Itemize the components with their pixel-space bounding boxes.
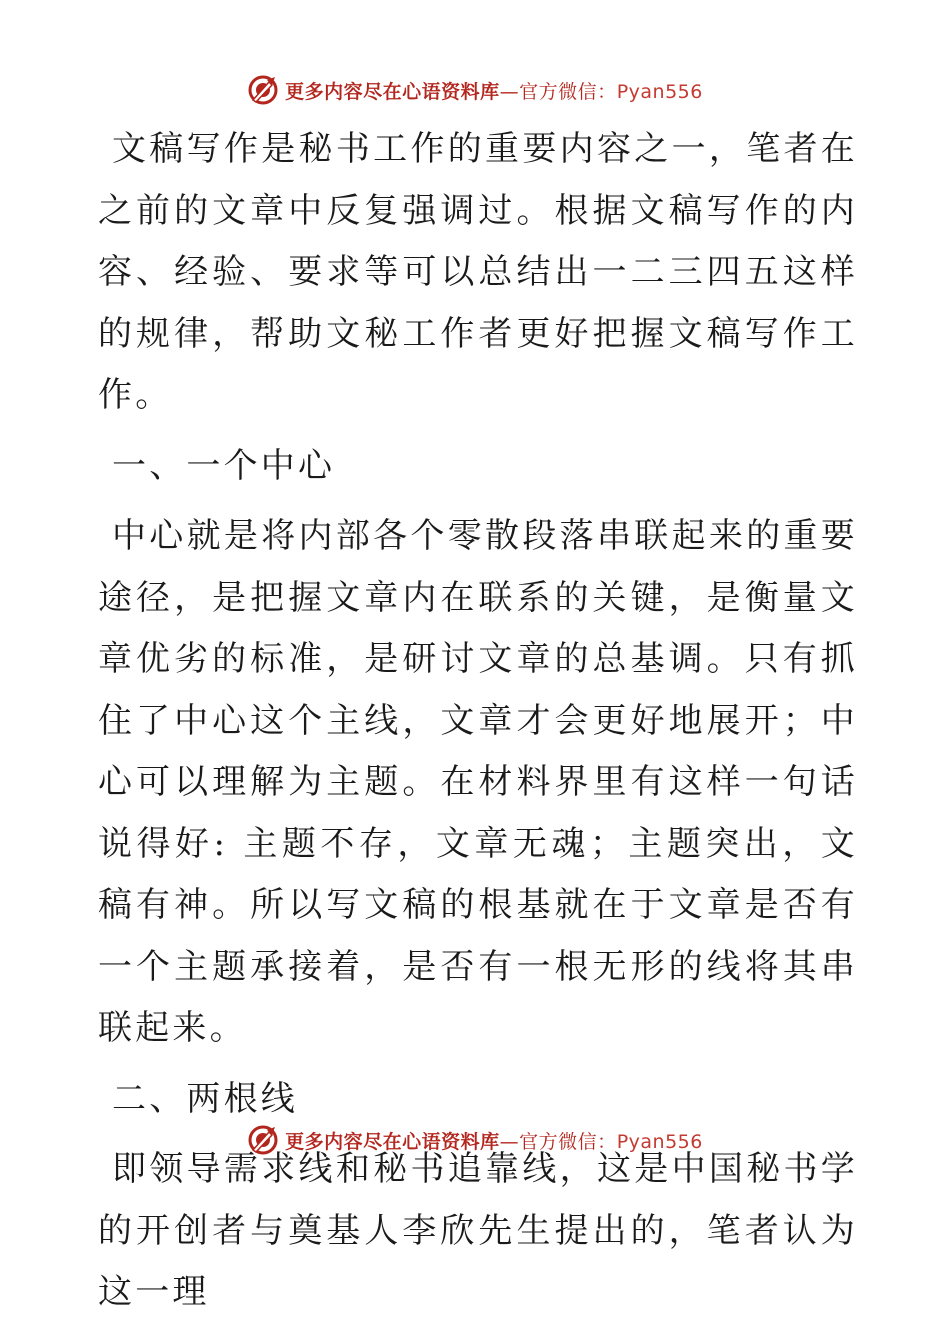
watermark-text xyxy=(285,1127,703,1154)
footer-watermark-banner xyxy=(0,1120,950,1160)
section-1-heading: 一、一个中心 xyxy=(112,445,336,486)
watermark-wechat-handle: Pyan556 xyxy=(616,1130,703,1153)
watermark-wechat-handle: Pyan556 xyxy=(616,80,703,103)
intro-paragraph: 文稿写作是秘书工作的重要内容之一，笔者在之前的文章中反复强调过。根据文稿写作的内容、经验、要求等可以总结出一二三四五这样的规律，帮助文秘工作者更好把握文稿写作工作。 xyxy=(98,129,858,415)
watermark-official-label: 官方微信： xyxy=(519,1130,617,1153)
section-1-paragraph: 中心就是将内部各个零散段落串联起来的重要途径，是把握文章内在联系的关键，是衡量文章优劣的标准，是研讨文章的总基调。只有抓住了中心这个主线，文章才会更好地展开；中心可以理解为主题。在材料界里有这样一句话说得好: 主题不存，文章无魂；主题突出，文稿有神。所以写文稿的根基就在于文章是否有一个主题承接着，是否有一根无形的线将其串联起来。 xyxy=(98,516,858,1048)
section-2-heading: 二、两根线 xyxy=(112,1078,298,1119)
watermark-dash: — xyxy=(499,80,520,103)
watermark-brand: 更多内容尽在心语资料库 xyxy=(285,1130,500,1153)
header-watermark-banner xyxy=(0,70,950,110)
watermark-brand: 更多内容尽在心语资料库 xyxy=(285,80,500,103)
watermark-dash: — xyxy=(499,1130,520,1153)
watermark-text xyxy=(285,77,703,104)
section-2-paragraph: 即领导需求线和秘书追靠线，这是中国秘书学的开创者与奠基人李欣先生提出的，笔者认为这一理 xyxy=(98,1149,858,1312)
quill-circle-logo-icon xyxy=(247,1124,279,1156)
quill-circle-logo-icon xyxy=(247,74,279,106)
watermark-official-label: 官方微信： xyxy=(519,80,617,103)
